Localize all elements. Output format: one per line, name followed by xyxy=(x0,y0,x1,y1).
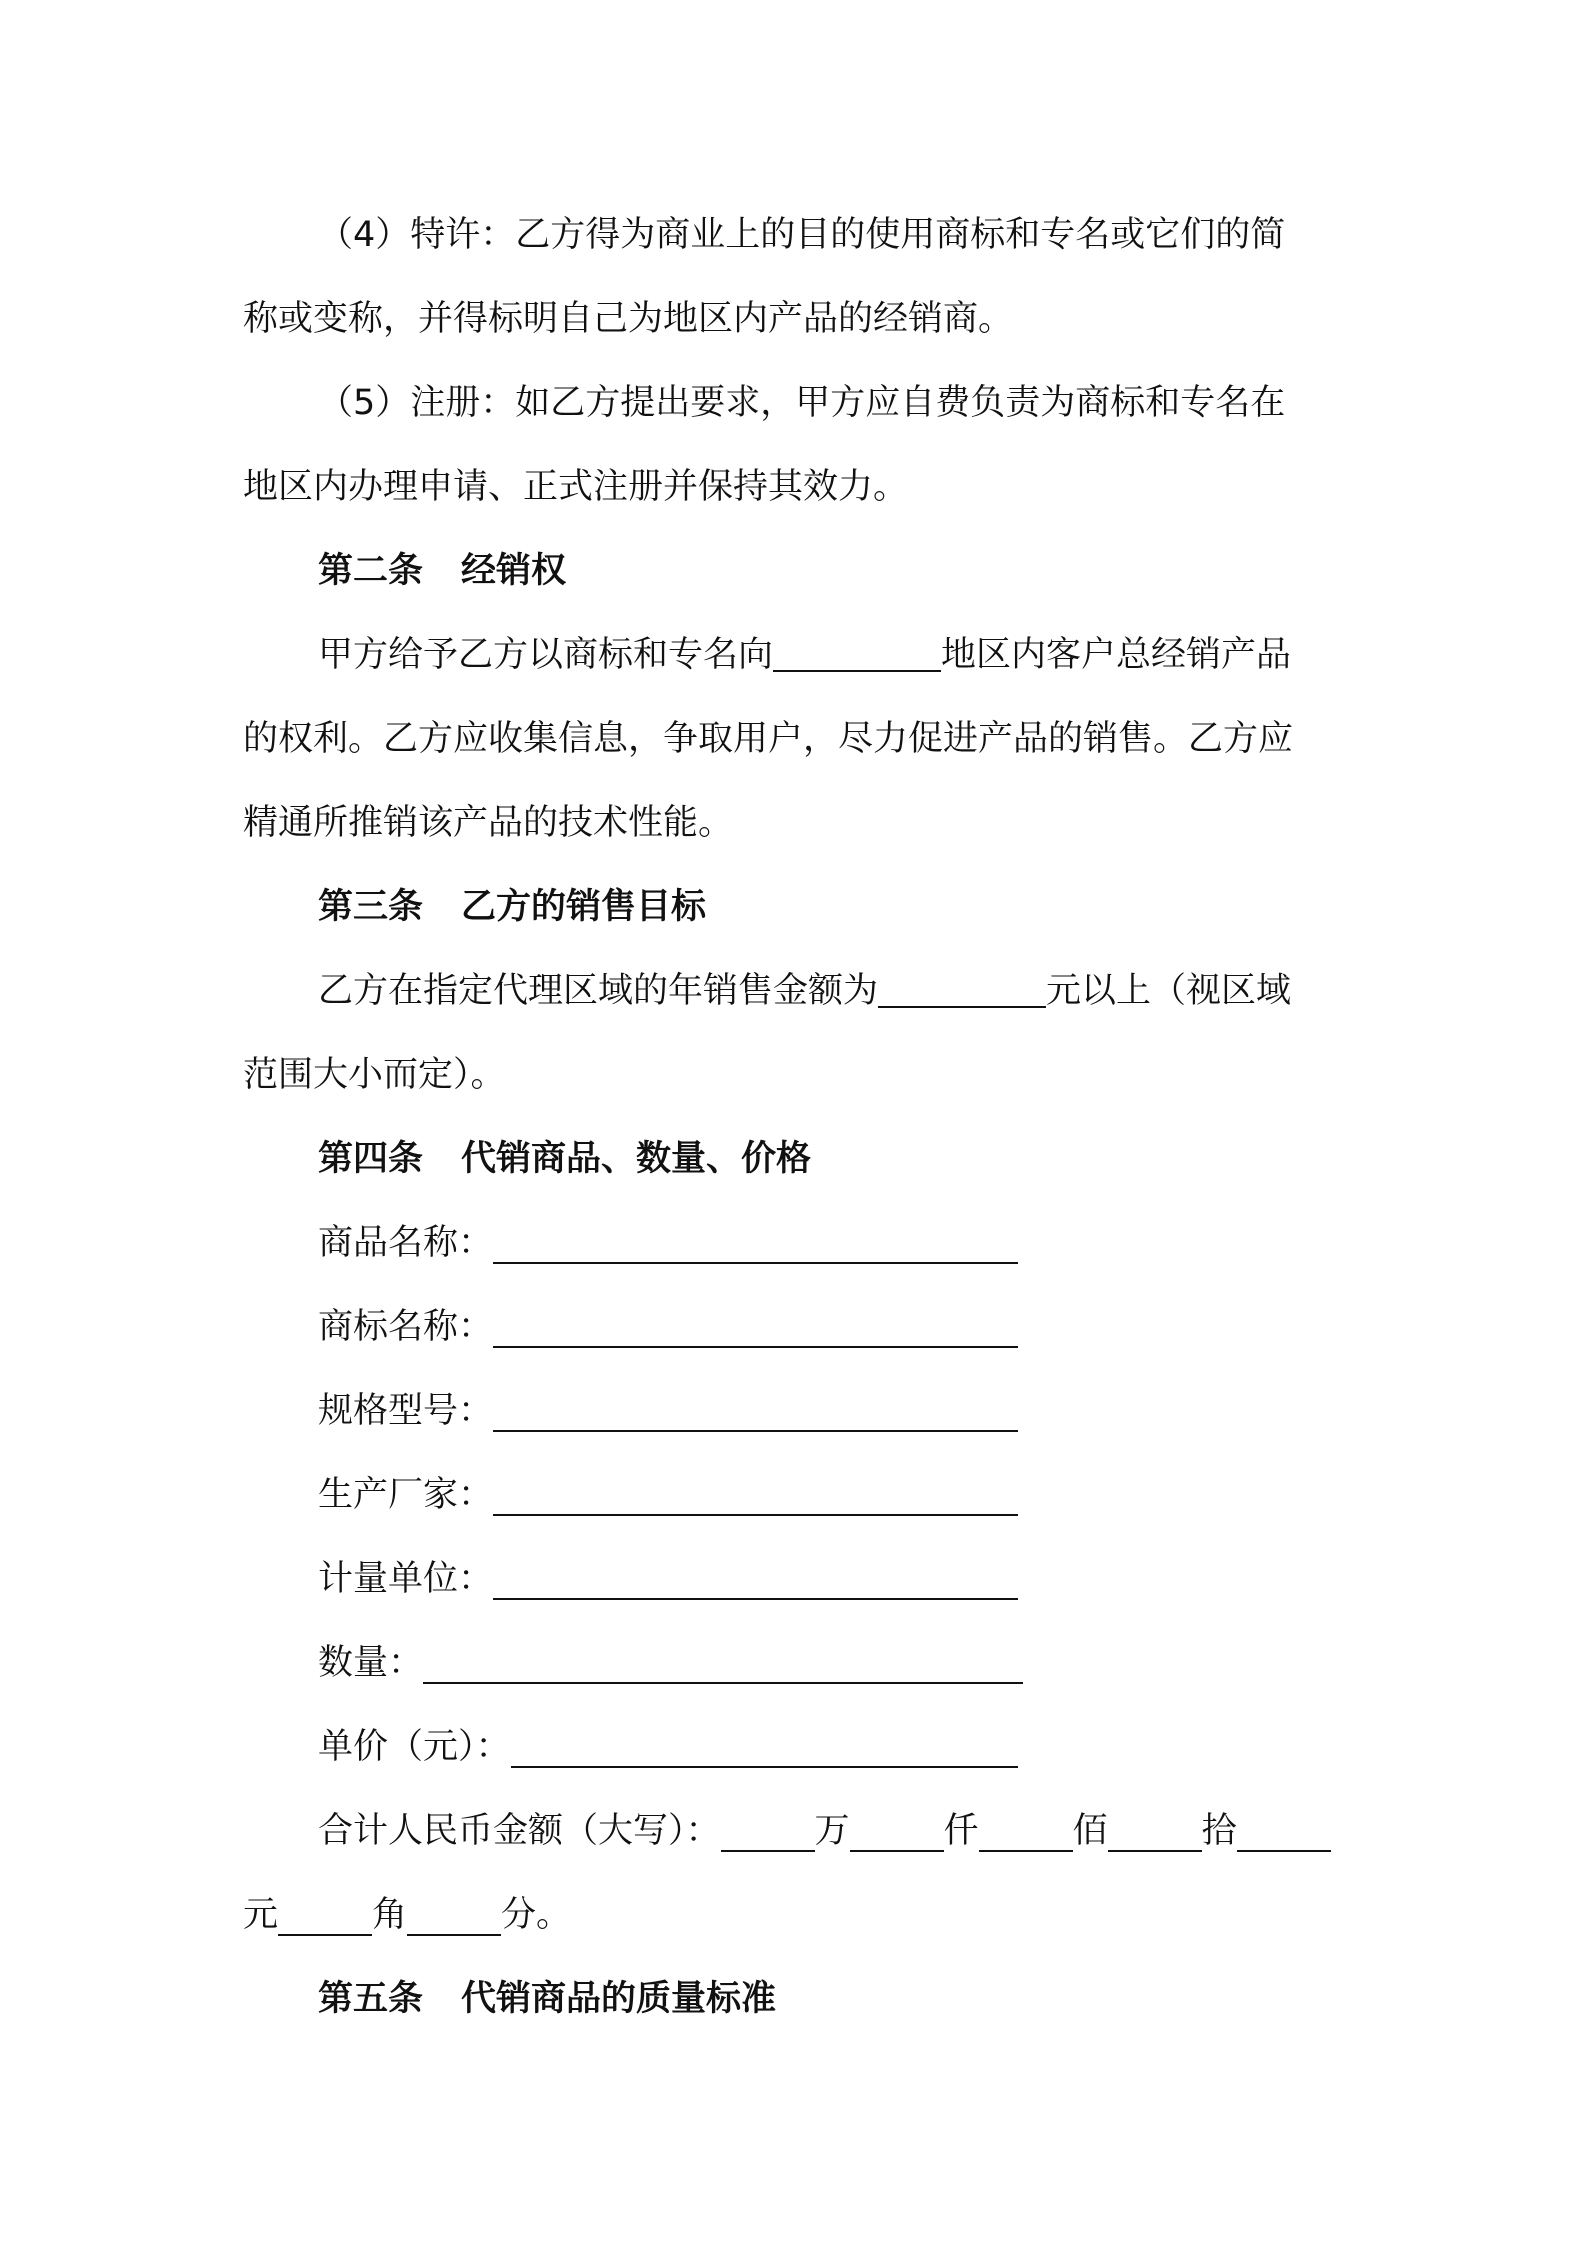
total-qian-blank[interactable] xyxy=(850,1810,944,1852)
article-3-line-2: 范围大小而定）。 xyxy=(243,1055,506,1095)
article-4-heading: 第四条 代销商品、数量、价格 xyxy=(318,1139,812,1179)
clause-5-line-2: 地区内办理申请、正式注册并保持其效力。 xyxy=(243,467,909,507)
clause-4-line-1: （4）特许：乙方得为商业上的目的使用商标和专名或它们的简 xyxy=(318,215,1286,255)
article-5-heading: 第五条 代销商品的质量标准 xyxy=(318,1979,777,2019)
region-blank[interactable] xyxy=(773,630,941,672)
manufacturer-blank[interactable] xyxy=(493,1474,1018,1516)
field-unit-price: 单价（元）： xyxy=(318,1705,1428,1789)
total-yuan-blank[interactable] xyxy=(1237,1810,1331,1852)
unit-price-blank[interactable] xyxy=(511,1726,1018,1768)
unit-blank[interactable] xyxy=(493,1558,1018,1600)
article-2-line-3: 精通所推销该产品的技术性能。 xyxy=(243,803,734,843)
total-fen-blank[interactable] xyxy=(407,1894,501,1936)
article-2-line-2: 的权利。乙方应收集信息，争取用户，尽力促进产品的销售。乙方应 xyxy=(243,719,1294,759)
article-2-heading: 第二条 经销权 xyxy=(318,551,567,591)
field-total-amount-cont: 元 角 分。 xyxy=(243,1895,572,1935)
article-3-line-1: 乙方在指定代理区域的年销售金额为 元以上（视区域 xyxy=(318,949,1428,1033)
field-quantity: 数量： xyxy=(318,1621,1428,1705)
total-jiao-blank[interactable] xyxy=(278,1894,372,1936)
trademark-name-blank[interactable] xyxy=(493,1306,1018,1348)
product-name-blank[interactable] xyxy=(493,1222,1018,1264)
clause-5-line-1: （5）注册：如乙方提出要求，甲方应自费负责为商标和专名在 xyxy=(318,383,1286,423)
total-wan-blank[interactable] xyxy=(721,1810,815,1852)
quantity-blank[interactable] xyxy=(423,1642,1023,1684)
total-shi-blank[interactable] xyxy=(1108,1810,1202,1852)
field-spec-model: 规格型号： xyxy=(318,1369,1428,1453)
clause-4-line-2: 称或变称，并得标明自己为地区内产品的经销商。 xyxy=(243,299,1014,339)
article-3-heading: 第三条 乙方的销售目标 xyxy=(318,887,707,927)
field-total-amount: 合计人民币金额（大写）： 万 仟 佰 拾 xyxy=(318,1789,1428,1873)
article-2-line-1: 甲方给予乙方以商标和专名向 地区内客户总经销产品 xyxy=(318,613,1428,697)
field-manufacturer: 生产厂家： xyxy=(318,1453,1428,1537)
field-trademark-name: 商标名称： xyxy=(318,1285,1428,1369)
total-bai-blank[interactable] xyxy=(979,1810,1073,1852)
field-product-name: 商品名称： xyxy=(318,1201,1428,1285)
spec-model-blank[interactable] xyxy=(493,1390,1018,1432)
sales-amount-blank[interactable] xyxy=(878,966,1046,1008)
field-unit: 计量单位： xyxy=(318,1537,1428,1621)
